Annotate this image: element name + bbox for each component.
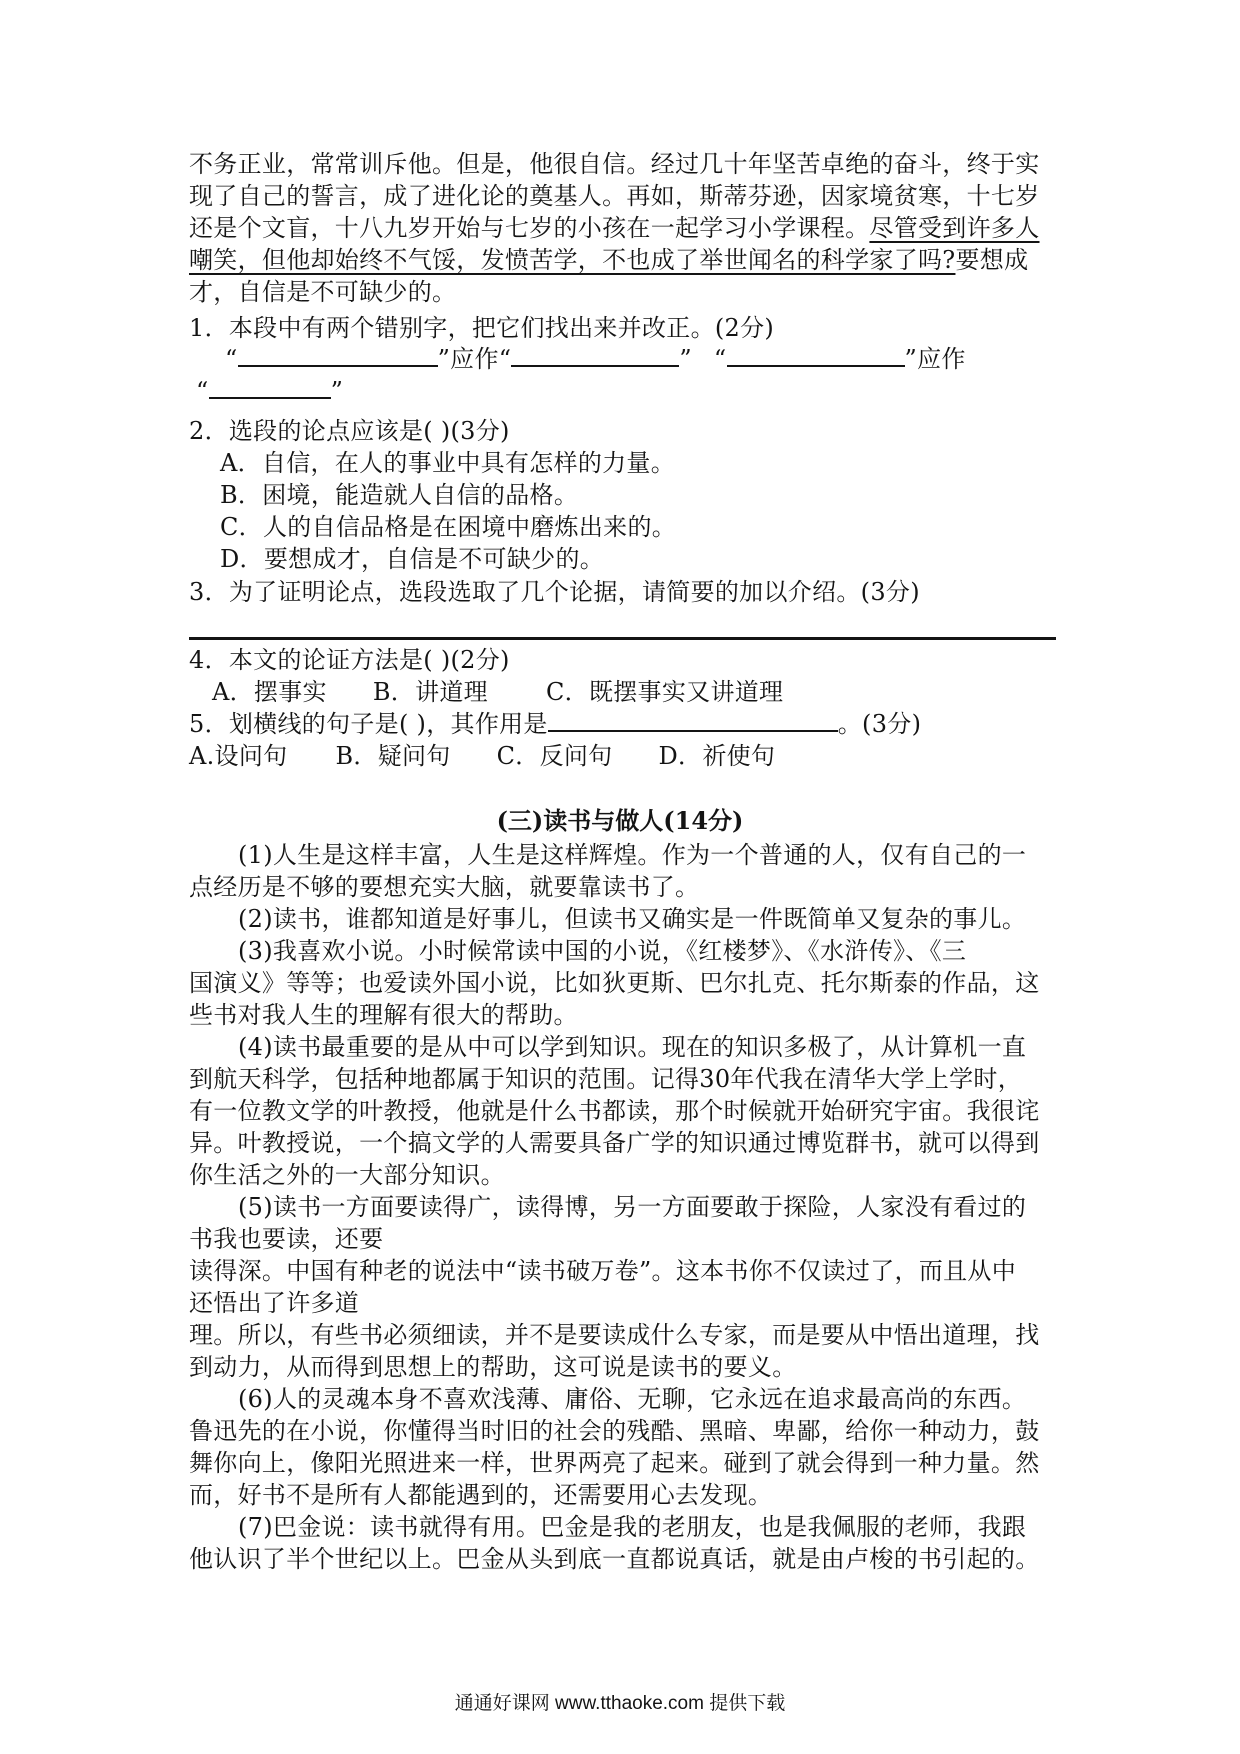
question-5-stem xyxy=(189,708,921,740)
should-be-label: 应作 xyxy=(450,345,499,373)
reading-line: 书我也要读，还要 xyxy=(189,1225,384,1253)
question-4-option-c: C．既摆事实又讲道理 xyxy=(545,678,784,706)
reading-line: (3)我喜欢小说。小时候常读中国的小说，《红楼梦》、《水浒传》、《三 xyxy=(238,937,967,965)
reading-line: (6)人的灵魂本身不喜欢浅薄、庸俗、无聊，它永远在追求最高尚的东西。 xyxy=(238,1385,1027,1413)
reading-line: 你生活之外的一大部分知识。 xyxy=(189,1161,505,1189)
reading-line: 鲁迅先的在小说，你懂得当时旧的社会的残酷、黑暗、卑鄙，给你一种动力，鼓 xyxy=(189,1417,1040,1445)
close-quote: ” xyxy=(679,345,692,373)
reading-line: 些书对我人生的理解有很大的帮助。 xyxy=(189,1001,578,1029)
open-quote: “ xyxy=(498,345,512,373)
underlined-sentence-start: 尽管受到许多人 xyxy=(869,214,1040,242)
passage-line xyxy=(189,212,1040,244)
question-4-stem: 4．本文的论证方法是( )(2分) xyxy=(189,646,510,674)
passage-line xyxy=(189,244,1028,276)
open-quote: “ xyxy=(713,345,727,373)
question-4-option-a: A．摆事实 xyxy=(212,678,327,706)
question-2-option-c: C．人的自信品格是在困境中磨炼出来的。 xyxy=(220,513,677,541)
reading-line: 异。叶教授说，一个搞文学的人需要具备广学的知识通过博览群书，就可以得到 xyxy=(189,1129,1040,1157)
reading-line: 舞你向上，像阳光照进来一样，世界两亮了起来。碰到了就会得到一种力量。然 xyxy=(189,1449,1040,1477)
question-4-option-b: B．讲道理 xyxy=(372,678,488,706)
passage-line: 才，自信是不可缺少的。 xyxy=(189,278,457,306)
reading-line: (7)巴金说：读书就得有用。巴金是我的老朋友，也是我佩服的老师，我跟 xyxy=(238,1513,1027,1541)
question-5-stem-a: 5．划横线的句子是( )，其作用是 xyxy=(189,710,548,738)
question-2-option-b: B．困境，能造就人自信的品格。 xyxy=(220,481,579,509)
question-5-option-d: D．祈使句 xyxy=(658,742,776,770)
open-quote: “ xyxy=(225,345,238,373)
underlined-sentence-end: 嘲笑，但他却始终不气馁，发愤苦学，不也成了举世闻名的科学家了吗? xyxy=(189,246,956,274)
wrong-char-blank-2[interactable] xyxy=(727,343,905,367)
reading-line: (5)读书一方面要读得广，读得博，另一方面要敢于探险，人家没有看过的 xyxy=(238,1193,1027,1221)
question-5-options xyxy=(189,740,775,772)
reading-line: 有一位教文学的叶教授，他就是什么书都读，那个时候就开始研究宇宙。我很诧 xyxy=(189,1097,1040,1125)
passage-text: 还是个文盲，十八九岁开始与七岁的小孩在一起学习小学课程。 xyxy=(189,214,870,242)
wrong-char-blank-1[interactable] xyxy=(238,343,438,367)
reading-line: (1)人生是这样丰富，人生是这样辉煌。作为一个普通的人，仅有自己的一 xyxy=(238,841,1027,869)
question-5-option-c: C．反问句 xyxy=(496,742,613,770)
reading-line: 读得深。中国有种老的说法中“读书破万卷”。这本书你不仅读过了，而且从中 xyxy=(189,1257,1017,1285)
close-quote: ” xyxy=(437,345,451,373)
correct-char-blank-2[interactable] xyxy=(209,375,331,399)
reading-line: 而，好书不是所有人都能遇到的，还需要用心去发现。 xyxy=(189,1481,773,1509)
question-3-stem: 3．为了证明论点，选段选取了几个论据，请简要的加以介绍。(3分) xyxy=(189,578,920,606)
question-1-stem: 1．本段中有两个错别字，把它们找出来并改正。(2分) xyxy=(189,314,775,342)
reading-line: 他认识了半个世纪以上。巴金从头到底一直都说真话，就是由卢梭的书引起的。 xyxy=(189,1545,1040,1573)
open-quote: “ xyxy=(196,377,209,405)
reading-line: (4)读书最重要的是从中可以学到知识。现在的知识多极了，从计算机一直 xyxy=(238,1033,1027,1061)
reading-line: 国演义》等等；也爱读外国小说，比如狄更斯、巴尔扎克、托尔斯泰的作品，这 xyxy=(189,969,1040,997)
correct-char-blank-1[interactable] xyxy=(511,343,679,367)
reading-line: 到动力，从而得到思想上的帮助，这可说是读书的要义。 xyxy=(189,1353,797,1381)
reading-line: 到航天科学，包括种地都属于知识的范围。记得30年代我在清华大学上学时， xyxy=(189,1065,1023,1093)
reading-line: (2)读书，谁都知道是好事儿，但读书又确实是一件既简单又复杂的事儿。 xyxy=(238,905,1027,933)
question-2-option-d: D．要想成才，自信是不可缺少的。 xyxy=(220,545,605,573)
question-1-answer-row-2 xyxy=(196,375,343,407)
page-footer: 通通好课网 www.tthaoke.com 提供下载 xyxy=(454,1693,786,1714)
passage-text: 要想成 xyxy=(955,246,1029,274)
question-2-option-a: A．自信，在人的事业中具有怎样的力量。 xyxy=(220,449,676,477)
question-5-function-blank[interactable] xyxy=(548,708,838,732)
passage-line: 现了自己的誓言，成了进化论的奠基人。再如，斯蒂芬逊，因家境贫寒，十七岁 xyxy=(189,182,1040,210)
question-5-option-b: B．疑问句 xyxy=(335,742,451,770)
reading-line: 理。所以，有些书必须细读，并不是要读成什么专家，而是要从中悟出道理，找 xyxy=(189,1321,1040,1349)
reading-line: 点经历是不够的要想充实大脑，就要靠读书了。 xyxy=(189,873,700,901)
question-2-stem: 2．选段的论点应该是( )(3分) xyxy=(189,417,510,445)
reading-line: 还悟出了许多道 xyxy=(189,1289,360,1317)
close-quote: ” xyxy=(330,377,344,405)
close-quote: ” xyxy=(904,345,918,373)
question-5-stem-b: 。(3分) xyxy=(837,710,922,738)
should-be-label: 应作 xyxy=(917,345,966,373)
question-3-answer-line[interactable] xyxy=(189,637,1056,640)
question-5-option-a: A.设问句 xyxy=(189,742,288,770)
section-title: (三)读书与做人(14分) xyxy=(496,806,744,835)
question-4-options xyxy=(212,676,783,708)
question-1-answer-row xyxy=(225,343,966,375)
passage-line: 不务正业，常常训斥他。但是，他很自信。经过几十年坚苦卓绝的奋斗，终于实 xyxy=(189,150,1040,178)
